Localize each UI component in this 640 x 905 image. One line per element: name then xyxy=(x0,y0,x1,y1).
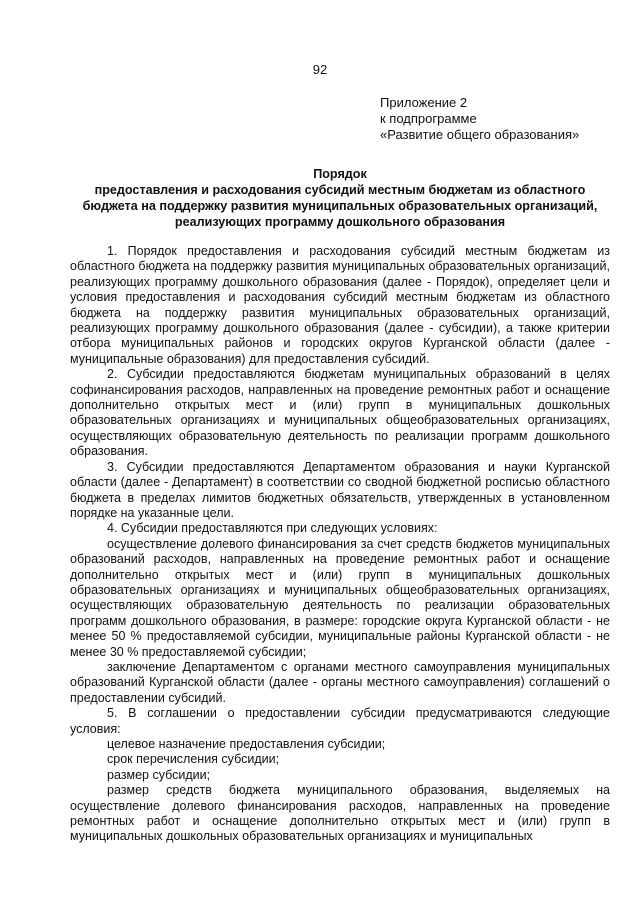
appendix-line: к подпрограмме xyxy=(380,111,477,126)
appendix-line: «Развитие общего образования» xyxy=(380,127,580,142)
paragraph: 1. Порядок предоставления и расходования субсидий местным бюджетам из областного бюджета на поддержку развития муниципальных образовательных организаций, реализующих программу дошкольного образования (далее - Порядок), определяет цели и условия предоставления и расходования субсидий местным бюджетам из областного бюджета на поддержку развития муниципальных образовательных организаций, реализующих программу дошкольного образования (далее - субсидии), а также критерии отбора муниципальных районов и городских округов Курганской области (далее - муниципальные образования) для предоставления субсидий. xyxy=(70,244,610,366)
appendix-header xyxy=(380,95,579,143)
paragraph: 4. Субсидии предоставляются при следующих условиях: xyxy=(107,521,438,536)
document-body xyxy=(70,244,610,845)
title-line: Порядок xyxy=(313,167,367,181)
paragraph: размер средств бюджета муниципального образования, выделяемых на осуществление долевого финансирования расходов, направленных на проведение ремонтных работ и оснащение дополнительно открытых мест и (или) групп в муниципальных дошкольных образовательных организациях и муниципальных xyxy=(70,783,610,844)
title-line: бюджета на поддержку развития муниципальных образовательных организаций, xyxy=(82,199,598,213)
list-item: размер субсидии; xyxy=(107,767,211,782)
paragraph: осуществление долевого финансирования за счет средств бюджетов муниципальных образований расходов, направленных на проведение ремонтных работ и оснащение дополнительно открытых мест и (или) групп в муниципальных дошкольных образовательных организациях и муниципальных общеобразовательных организациях, осуществляющих образовательную деятельность по реализации образовательных программ дошкольного образования, в размере: городские округа Курганской области - не менее 50 % предоставляемой субсидии, муниципальные районы Курганской области - не менее 30 % предоставляемой субсидии; xyxy=(70,536,610,659)
appendix-line: Приложение 2 xyxy=(380,95,468,110)
document-title xyxy=(70,166,610,230)
paragraph: заключение Департаментом с органами местного самоуправления муниципальных образований Курганской области (далее - органы местного самоуправления) соглашений о предоставлении субсидий. xyxy=(70,659,610,705)
title-line: реализующих программу дошкольного образования xyxy=(174,215,506,229)
title-line: предоставления и расходования субсидий местным бюджетам из областного xyxy=(94,183,586,197)
page-number: 92 xyxy=(312,62,328,77)
paragraph: 3. Субсидии предоставляются Департаментом образования и науки Курганской области (далее - Департамент) в соответствии со сводной бюджетной росписью областного бюджета в пределах лимитов бюджетных обязательств, утвержденных в установленном порядке на указанные цели. xyxy=(70,459,610,520)
paragraph: 2. Субсидии предоставляются бюджетам муниципальных образований в целях софинансирования расходов, направленных на проведение ремонтных работ и оснащение дополнительно открытых мест и (или) групп в муниципальных дошкольных образовательных организациях и муниципальных общеобразовательных организациях, осуществляющих образовательную деятельность по реализации программ дошкольного образования. xyxy=(70,367,610,459)
list-item: целевое назначение предоставления субсидии; xyxy=(107,737,386,751)
paragraph: 5. В соглашении о предоставлении субсидии предусматриваются следующие условия: xyxy=(70,706,610,736)
list-item: срок перечисления субсидии; xyxy=(107,752,280,767)
